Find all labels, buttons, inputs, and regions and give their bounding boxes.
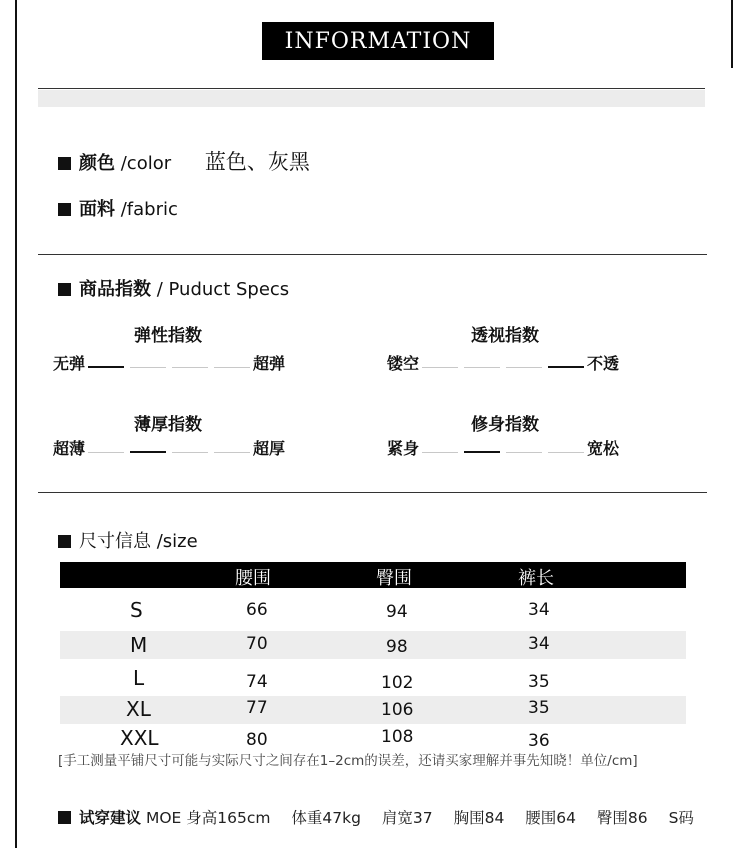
index-title-fit: 修身指数 [471,415,539,435]
color-value: 蓝色、灰黑 [204,150,310,174]
table-row [60,596,686,624]
header-hip: 臀围 [376,568,412,589]
scale-segment [422,452,458,453]
waist-cell: 74 [246,672,268,692]
length-cell: 35 [528,672,550,692]
scale-segment [548,452,584,453]
size-table-header [60,562,686,588]
scale-segment [130,367,166,368]
size-cell: L [133,666,145,690]
scale-marker-active [548,366,584,368]
fabric-row [58,195,178,221]
hip-cell: 108 [381,727,414,747]
section-divider [38,254,707,255]
scale-segment [464,367,500,368]
square-bullet-icon [58,203,71,216]
scale-right-label: 宽松 [587,439,620,458]
index-scale-elasticity [53,351,285,374]
waist-cell: 80 [246,730,268,750]
trial-label: 试穿建议 [79,809,142,827]
scale-marker-active [88,366,124,368]
scale-left-label: 无弹 [53,354,86,373]
size-heading [58,527,198,553]
color-row [58,146,310,176]
scale-right-label: 超弹 [253,354,286,373]
size-cell: XL [126,697,151,721]
trial-size: S码 [668,809,694,827]
section-divider [38,492,707,493]
color-label-cn: 颜色 [79,153,115,174]
size-label-cn: 尺寸信息 [79,531,151,552]
page-title: INFORMATION [262,22,494,60]
scale-left-label: 镂空 [387,354,420,373]
specs-label-cn: 商品指数 [79,279,151,300]
square-bullet-icon [58,811,71,824]
specs-label-en: / Puduct Specs [156,279,290,300]
size-cell: XXL [120,726,159,750]
index-title-thickness: 薄厚指数 [134,415,202,435]
scale-segment [506,367,542,368]
square-bullet-icon [58,157,71,170]
waist-cell: 70 [246,634,268,654]
size-cell: S [130,598,143,622]
trial-model: MOE [145,809,182,827]
length-cell: 36 [528,731,550,751]
fabric-label-en: /fabric [120,199,178,220]
header-waist: 腰围 [235,568,271,589]
title-divider [38,88,705,89]
hip-cell: 98 [386,637,408,657]
scale-right-label: 超厚 [253,439,286,458]
length-cell: 35 [528,698,550,718]
scale-segment [214,367,250,368]
scale-segments [419,438,587,457]
table-row [60,664,686,692]
square-bullet-icon [58,283,71,296]
scale-right-label: 不透 [587,354,620,373]
index-title-elasticity: 弹性指数 [134,326,202,346]
size-label-en: /size [156,531,198,552]
gray-band [38,90,705,107]
table-row [60,631,686,659]
left-border-line [15,0,17,848]
trial-hip: 臀围86 [596,809,648,827]
scale-segment [506,452,542,453]
index-scale-thickness [53,436,285,459]
scale-segment [88,452,124,453]
specs-heading [58,275,289,301]
index-scale-transparency [387,351,619,374]
index-title-transparency: 透视指数 [471,326,539,346]
trial-height: 身高165cm [186,809,271,827]
fabric-label-cn: 面料 [79,199,115,220]
length-cell: 34 [528,600,550,620]
scale-marker-active [464,451,500,453]
table-row [60,726,686,751]
table-row [60,696,686,724]
right-border-line [731,0,733,68]
hip-cell: 102 [381,673,414,693]
scale-left-label: 超薄 [53,439,86,458]
scale-left-label: 紧身 [387,439,420,458]
trial-suggestion [58,806,694,828]
color-label-en: /color [120,153,172,174]
scale-segment [422,367,458,368]
index-scale-fit [387,436,619,459]
hip-cell: 106 [381,700,414,720]
trial-bust: 胸围84 [453,809,505,827]
square-bullet-icon [58,535,71,548]
scale-segments [419,353,587,372]
scale-segment [172,452,208,453]
scale-segments [85,438,253,457]
scale-segment [172,367,208,368]
waist-cell: 66 [246,600,268,620]
waist-cell: 77 [246,698,268,718]
length-cell: 34 [528,634,550,654]
hip-cell: 94 [386,602,408,622]
size-cell: M [130,633,148,657]
scale-marker-active [130,451,166,453]
header-length: 裤长 [518,568,554,589]
scale-segment [214,452,250,453]
trial-weight: 体重47kg [291,809,361,827]
measurement-note: [手工测量平铺尺寸可能与实际尺寸之间存在1–2cm的误差，还请买家理解并事先知晓！单位/cm] [58,753,638,769]
trial-waist: 腰围64 [525,809,576,827]
trial-shoulder: 肩宽37 [381,809,433,827]
scale-segments [85,353,253,372]
